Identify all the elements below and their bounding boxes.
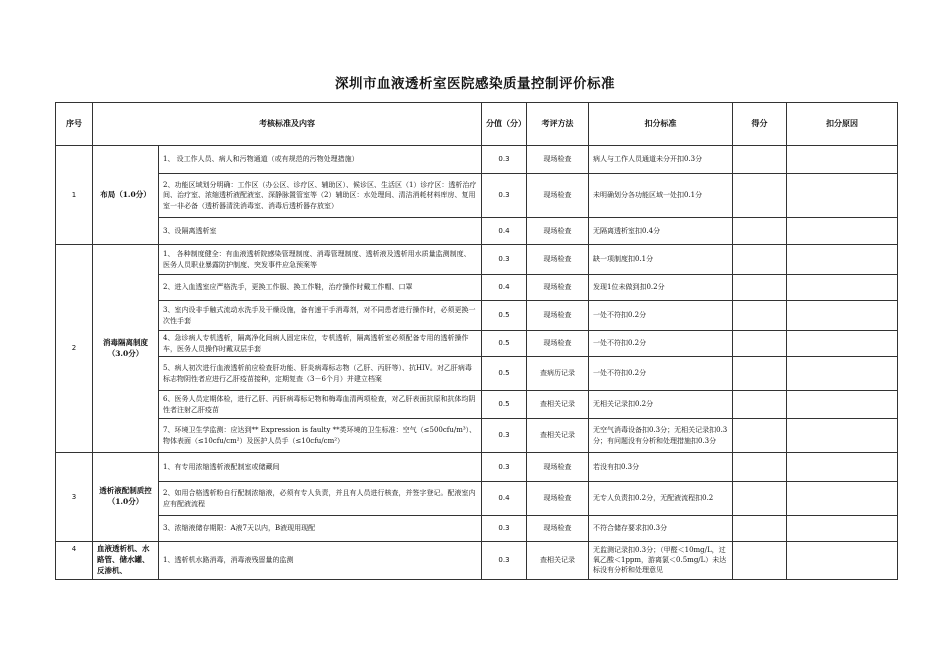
item-score: 0.3	[482, 419, 527, 453]
item-deduct: 无相关记录扣0.2分	[589, 391, 733, 419]
item-score-obtained-cell[interactable]	[733, 357, 787, 391]
table-row	[56, 419, 898, 453]
item-score: 0.5	[482, 357, 527, 391]
item-deduct: 无监测记录扣0.3分；（甲醛＜10mg/L，过氧乙酸＜1ppm，游离氯＜0.5mg/L）未达标没有分析和处理意见	[589, 542, 733, 580]
item-method: 查相关记录	[527, 419, 589, 453]
section-category: 血液透析机、水路管、储水罐、反渗机、	[93, 542, 159, 580]
item-content: 5、病人初次进行血液透析前应检查肝功能、肝炎病毒标志物（乙肝、丙肝等）、抗HIV。对乙肝病毒标志物阴性者应进行乙肝疫苗接种，定期复查（3－6个月）并建立档案	[159, 357, 482, 391]
table-header-row	[56, 103, 898, 146]
item-content: 1、有专用浓缩透析液配制室或储藏间	[159, 453, 482, 482]
item-deduct-reason-cell[interactable]	[787, 331, 898, 357]
item-method: 查相关记录	[527, 542, 589, 580]
item-score: 0.4	[482, 482, 527, 516]
item-content: 2、进入血透室应严格洗手，更换工作服、换工作鞋，治疗操作时戴工作帽、口罩	[159, 275, 482, 301]
table-row	[56, 146, 898, 174]
header-deduct: 扣分标准	[589, 103, 733, 146]
item-deduct: 病人与工作人员通道未分开扣0.3分	[589, 146, 733, 174]
table-row	[56, 301, 898, 331]
header-seq: 序号	[56, 103, 93, 146]
item-method: 现场检查	[527, 482, 589, 516]
table-row	[56, 245, 898, 275]
item-deduct-reason-cell[interactable]	[787, 218, 898, 245]
item-deduct-reason-cell[interactable]	[787, 482, 898, 516]
item-deduct-reason-cell[interactable]	[787, 419, 898, 453]
item-score-obtained-cell[interactable]	[733, 301, 787, 331]
item-score-obtained-cell[interactable]	[733, 146, 787, 174]
section-seq: 4	[56, 542, 93, 580]
item-content: 7、环境卫生学监测：应达到** Expression is faulty **类环境的卫生标准：空气（≤500cfu/m³）、物体表面（≤10cfu/cm²）及医护人员手（≤10cfu/cm²）	[159, 419, 482, 453]
item-content: 1、透析机水路消毒，消毒液残留量的监测	[159, 542, 482, 580]
evaluation-table	[55, 102, 898, 580]
item-score: 0.3	[482, 542, 527, 580]
item-deduct: 一处不符扣0.2分	[589, 357, 733, 391]
item-deduct-reason-cell[interactable]	[787, 174, 898, 218]
item-method: 现场检查	[527, 453, 589, 482]
item-content: 3、浓缩液储存期限：A液7天以内，B液现用现配	[159, 516, 482, 542]
header-got: 得分	[733, 103, 787, 146]
item-deduct: 一处不符扣0.2分	[589, 301, 733, 331]
section-seq: 2	[56, 245, 93, 453]
item-score-obtained-cell[interactable]	[733, 174, 787, 218]
item-deduct-reason-cell[interactable]	[787, 516, 898, 542]
item-content: 1、 各种制度健全：有血液透析院感染管理制度、消毒管理制度、透析液及透析用水质量监测制度、医务人员职业暴露防护制度、突发事件应急预案等	[159, 245, 482, 275]
item-score-obtained-cell[interactable]	[733, 275, 787, 301]
item-deduct: 无隔离透析室扣0.4分	[589, 218, 733, 245]
item-content: 1、 设工作人员、病人和污物通道（或有规范的污物处理措施）	[159, 146, 482, 174]
item-deduct-reason-cell[interactable]	[787, 357, 898, 391]
item-score: 0.3	[482, 146, 527, 174]
section-seq: 1	[56, 146, 93, 245]
item-method: 现场检查	[527, 516, 589, 542]
section-category: 消毒隔离制度（3.0分）	[93, 245, 159, 453]
table-row	[56, 516, 898, 542]
item-deduct-reason-cell[interactable]	[787, 275, 898, 301]
header-method: 考评方法	[527, 103, 589, 146]
table-row	[56, 331, 898, 357]
item-score: 0.5	[482, 301, 527, 331]
header-reason: 扣分原因	[787, 103, 898, 146]
item-content: 3、室内设非手触式流动水洗手及干燥设施，备有速干手消毒剂，对不同患者进行操作时，必须更换一次性手套	[159, 301, 482, 331]
item-method: 查病历记录	[527, 357, 589, 391]
item-score-obtained-cell[interactable]	[733, 218, 787, 245]
item-deduct-reason-cell[interactable]	[787, 146, 898, 174]
item-method: 现场检查	[527, 174, 589, 218]
item-method: 现场检查	[527, 218, 589, 245]
item-score-obtained-cell[interactable]	[733, 516, 787, 542]
item-score: 0.5	[482, 391, 527, 419]
table-row	[56, 391, 898, 419]
item-method: 现场检查	[527, 301, 589, 331]
item-deduct: 一处不符扣0.2分	[589, 331, 733, 357]
item-deduct: 无专人负责扣0.2分，无配液流程扣0.2	[589, 482, 733, 516]
item-score: 0.5	[482, 331, 527, 357]
item-deduct-reason-cell[interactable]	[787, 391, 898, 419]
item-score: 0.3	[482, 516, 527, 542]
item-score-obtained-cell[interactable]	[733, 482, 787, 516]
section-category: 布局（1.0分）	[93, 146, 159, 245]
item-score-obtained-cell[interactable]	[733, 419, 787, 453]
item-content: 6、医务人员定期体检，进行乙肝、丙肝病毒标记物和梅毒血清两项检查，对乙肝表面抗原和抗体均阴性者注射乙肝疫苗	[159, 391, 482, 419]
item-deduct-reason-cell[interactable]	[787, 301, 898, 331]
table-body	[56, 146, 898, 580]
item-score: 0.3	[482, 245, 527, 275]
table-row	[56, 357, 898, 391]
item-content: 2、如用合格透析粉自行配制浓缩液，必须有专人负责，并且有人员进行核查，并签字登记。配液室内应有配液流程	[159, 482, 482, 516]
item-deduct: 缺一项制度扣0.1分	[589, 245, 733, 275]
table-row	[56, 453, 898, 482]
header-score: 分值（分）	[482, 103, 527, 146]
item-deduct-reason-cell[interactable]	[787, 542, 898, 580]
item-score: 0.3	[482, 453, 527, 482]
item-method: 现场检查	[527, 331, 589, 357]
item-method: 现场检查	[527, 146, 589, 174]
item-method: 现场检查	[527, 245, 589, 275]
item-score: 0.4	[482, 218, 527, 245]
section-category: 透析液配制质控（1.0分）	[93, 453, 159, 542]
item-score-obtained-cell[interactable]	[733, 245, 787, 275]
item-deduct-reason-cell[interactable]	[787, 245, 898, 275]
item-content: 2、功能区域划分明确：工作区（办公区、诊疗区、辅助区）、候诊区、生活区（1）诊疗区：透析治疗间、治疗室、浓缩透析液配液室、深静脉置管室等（2）辅助区：水处理间、清洁消耗材料库房、复用室一非必备（透析器清洗消毒室、消毒后透析器存放室）	[159, 174, 482, 218]
table-row	[56, 542, 898, 580]
table-row	[56, 275, 898, 301]
item-score-obtained-cell[interactable]	[733, 331, 787, 357]
item-method: 查相关记录	[527, 391, 589, 419]
item-score-obtained-cell[interactable]	[733, 391, 787, 419]
table-row	[56, 482, 898, 516]
item-content: 4、急诊病人专机透析，隔离净化间病人固定床位，专机透析，隔离透析室必须配备专用的透析操作车，医务人员操作时戴双层手套	[159, 331, 482, 357]
item-deduct: 不符合储存要求扣0.3分	[589, 516, 733, 542]
table-row	[56, 218, 898, 245]
item-score-obtained-cell[interactable]	[733, 453, 787, 482]
item-content: 3、设隔离透析室	[159, 218, 482, 245]
section-seq: 3	[56, 453, 93, 542]
table-row	[56, 174, 898, 218]
item-deduct: 无空气消毒设备扣0.3分；无相关记录扣0.3分；有问题没有分析和处理措施扣0.3分	[589, 419, 733, 453]
item-score: 0.3	[482, 174, 527, 218]
item-deduct: 未明确划分各功能区域一处扣0.1分	[589, 174, 733, 218]
header-content: 考核标准及内容	[93, 103, 482, 146]
item-method: 现场检查	[527, 275, 589, 301]
item-score: 0.4	[482, 275, 527, 301]
item-deduct-reason-cell[interactable]	[787, 453, 898, 482]
item-deduct: 若没有扣0.3分	[589, 453, 733, 482]
item-deduct: 发现1位未做到扣0.2分	[589, 275, 733, 301]
item-score-obtained-cell[interactable]	[733, 542, 787, 580]
document-title: 深圳市血液透析室医院感染质量控制评价标准	[335, 76, 615, 92]
